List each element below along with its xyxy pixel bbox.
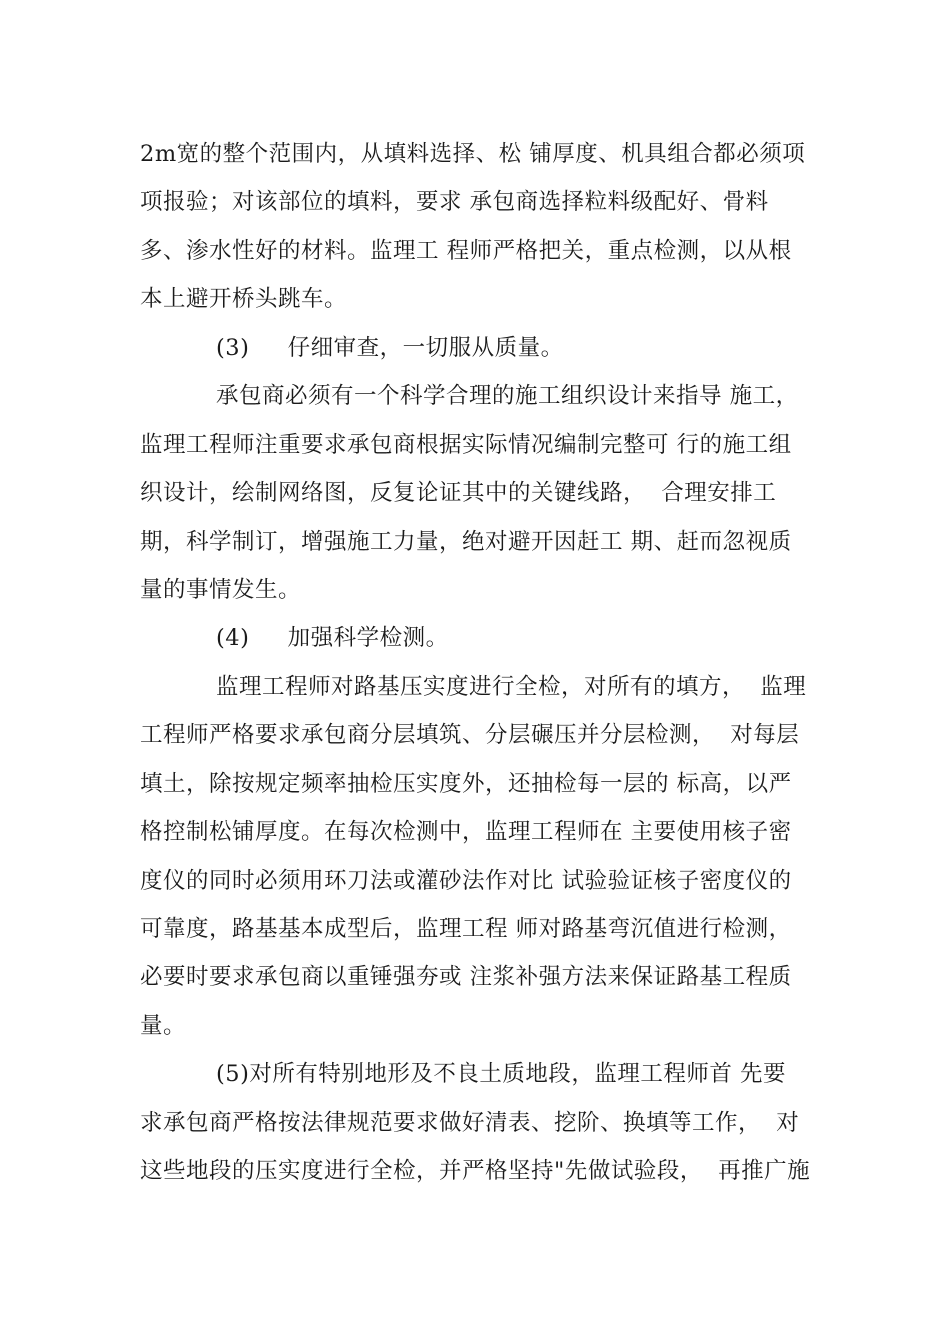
text-line-6: 承包商必须有一个科学合理的施工组织设计来指导 施工， [216,383,799,410]
text-line-21: 求承包商严格按法律规范要求做好清表、挖阶、换填等工作， 对 [140,1109,800,1136]
text-line-22: 这些地段的压实度进行全检，并严格坚持"先做试验段， 再推广施 [140,1158,811,1185]
section-heading-3: (3) 仔细审查，一切服从质量。 [216,334,564,361]
text-line-9: 期，科学制订，增强施工力量，绝对避开因赶工 期、赶而忽视质 [140,528,792,555]
text-line-7: 监理工程师注重要求承包商根据实际情况编制完整可 行的施工组 [140,431,792,458]
text-line-3: 多、渗水性好的材料。监理工 程师严格把关，重点检测，以从根 [140,237,792,264]
text-line-2: 项报验；对该部位的填料，要求 承包商选择粒料级配好、骨料 [140,189,769,216]
text-line-13: 工程师严格要求承包商分层填筑、分层碾压并分层检测， 对每层 [140,722,800,749]
text-line-18: 必要时要求承包商以重锤强夯或 注浆补强方法来保证路基工程质 [140,964,792,991]
text-line-10: 量的事情发生。 [140,576,302,603]
section-heading-4: (4) 加强科学检测。 [216,625,449,652]
text-line-17: 可靠度，路基基本成型后，监理工程 师对路基弯沉值进行检测， [140,916,792,942]
text-line-12: 监理工程师对路基压实度进行全检，对所有的填方， 监理 [216,673,807,700]
text-line-19: 量。 [140,1012,187,1039]
text-line-8: 织设计，绘制网络图，反复论证其中的关键线路， 合理安排工 [140,480,777,507]
section-heading-5: (5)对所有特别地形及不良土质地段，监理工程师首 先要 [216,1061,787,1088]
body-text [140,130,830,1196]
text-line-4: 本上避开桥头跳车。 [140,286,348,313]
text-line-1: 2m宽的整个范围内，从填料选择、松 铺厚度、机具组合都必须项 [140,141,806,167]
text-line-15: 格控制松铺厚度。在每次检测中，监理工程师在 主要使用核子密 [140,819,792,846]
text-line-16: 度仪的同时必须用环刀法或灌砂法作对比 试验验证核子密度仪的 [140,867,792,894]
text-line-14: 填土，除按规定频率抽检压实度外，还抽检每一层的 标高，以严 [140,770,792,797]
